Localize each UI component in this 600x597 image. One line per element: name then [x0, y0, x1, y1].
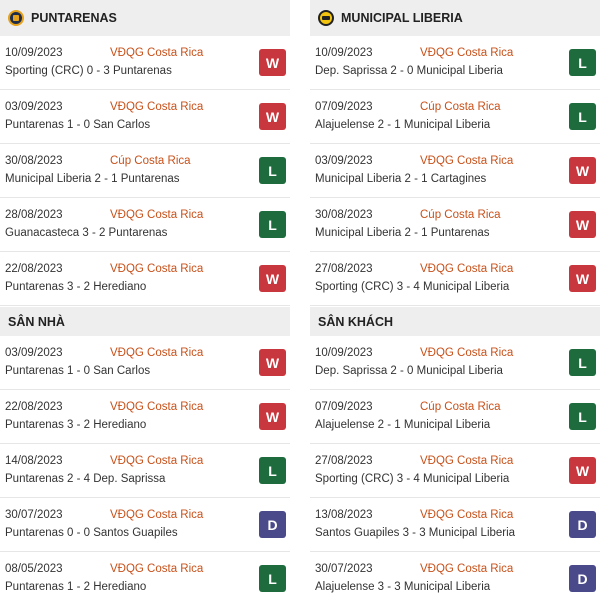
result-badge: W: [259, 265, 286, 292]
league-link[interactable]: VĐQG Costa Rica: [420, 563, 514, 575]
league-link[interactable]: Cúp Costa Rica: [420, 209, 501, 221]
match-score: Municipal Liberia 2 - 1 Puntarenas: [5, 173, 180, 185]
league-link[interactable]: VĐQG Costa Rica: [110, 263, 204, 275]
match-date: 10/09/2023: [5, 47, 63, 59]
match-score: Puntarenas 2 - 4 Dep. Saprissa: [5, 473, 166, 485]
match-score: Sporting (CRC) 3 - 4 Municipal Liberia: [315, 281, 510, 293]
league-link[interactable]: VĐQG Costa Rica: [110, 455, 204, 467]
team-header-municipal-liberia[interactable]: [310, 0, 600, 36]
match-row[interactable]: [310, 336, 600, 390]
result-badge: W: [569, 457, 596, 484]
match-score: Dep. Saprissa 2 - 0 Municipal Liberia: [315, 365, 503, 377]
match-row[interactable]: [310, 552, 600, 597]
match-score: Dep. Saprissa 2 - 0 Municipal Liberia: [315, 65, 503, 77]
match-date: 03/09/2023: [5, 347, 63, 359]
match-score: Guanacasteca 3 - 2 Puntarenas: [5, 227, 168, 239]
match-date: 30/08/2023: [315, 209, 373, 221]
match-row[interactable]: [310, 36, 600, 90]
match-date: 10/09/2023: [315, 47, 373, 59]
team-name: MUNICIPAL LIBERIA: [341, 11, 463, 25]
match-date: 27/08/2023: [315, 263, 373, 275]
league-link[interactable]: VĐQG Costa Rica: [420, 155, 514, 167]
result-badge: L: [259, 457, 286, 484]
match-row[interactable]: [0, 336, 290, 390]
result-badge: W: [569, 265, 596, 292]
match-row[interactable]: [0, 444, 290, 498]
result-badge: L: [259, 565, 286, 592]
match-row[interactable]: [0, 252, 290, 306]
match-date: 07/09/2023: [315, 401, 373, 413]
match-row[interactable]: [310, 252, 600, 306]
league-link[interactable]: VĐQG Costa Rica: [420, 263, 514, 275]
team-name: PUNTARENAS: [31, 11, 117, 25]
match-score: Puntarenas 1 - 0 San Carlos: [5, 119, 151, 131]
league-link[interactable]: VĐQG Costa Rica: [420, 509, 514, 521]
match-score: Municipal Liberia 2 - 1 Puntarenas: [315, 227, 490, 239]
match-score: Sporting (CRC) 0 - 3 Puntarenas: [5, 65, 172, 77]
match-score: Puntarenas 3 - 2 Herediano: [5, 281, 147, 293]
municipal-liberia-crest-icon: [318, 10, 334, 26]
match-date: 03/09/2023: [315, 155, 373, 167]
puntarenas-crest-icon: [8, 10, 24, 26]
municipal-liberia-column: [310, 0, 600, 593]
match-score: Santos Guapiles 3 - 3 Municipal Liberia: [315, 527, 516, 539]
match-score: Sporting (CRC) 3 - 4 Municipal Liberia: [315, 473, 510, 485]
league-link[interactable]: VĐQG Costa Rica: [110, 209, 204, 221]
league-link[interactable]: VĐQG Costa Rica: [110, 509, 204, 521]
result-badge: W: [259, 49, 286, 76]
league-link[interactable]: VĐQG Costa Rica: [110, 101, 204, 113]
result-badge: L: [259, 211, 286, 238]
result-badge: L: [569, 349, 596, 376]
match-score: Alajuelense 2 - 1 Municipal Liberia: [315, 419, 491, 431]
match-date: 30/08/2023: [5, 155, 63, 167]
match-date: 10/09/2023: [315, 347, 373, 359]
result-badge: W: [259, 349, 286, 376]
league-link[interactable]: VĐQG Costa Rica: [110, 563, 204, 575]
match-score: Puntarenas 1 - 0 San Carlos: [5, 365, 151, 377]
league-link[interactable]: VĐQG Costa Rica: [420, 455, 514, 467]
result-badge: D: [569, 511, 596, 538]
match-date: 14/08/2023: [5, 455, 63, 467]
match-score: Puntarenas 0 - 0 Santos Guapiles: [5, 527, 178, 539]
result-badge: D: [569, 565, 596, 592]
match-row[interactable]: [310, 198, 600, 252]
league-link[interactable]: Cúp Costa Rica: [420, 101, 501, 113]
puntarenas-column: [0, 0, 290, 593]
match-row[interactable]: [0, 498, 290, 552]
match-date: 22/08/2023: [5, 401, 63, 413]
league-link[interactable]: VĐQG Costa Rica: [420, 47, 514, 59]
result-badge: W: [259, 103, 286, 130]
team-header-puntarenas[interactable]: [0, 0, 290, 36]
match-date: 30/07/2023: [5, 509, 63, 521]
match-date: 22/08/2023: [5, 263, 63, 275]
match-date: 13/08/2023: [315, 509, 373, 521]
match-row[interactable]: [310, 390, 600, 444]
match-date: 03/09/2023: [5, 101, 63, 113]
match-row[interactable]: [0, 144, 290, 198]
match-row[interactable]: [0, 198, 290, 252]
match-date: 28/08/2023: [5, 209, 63, 221]
league-link[interactable]: Cúp Costa Rica: [420, 401, 501, 413]
league-link[interactable]: VĐQG Costa Rica: [110, 401, 204, 413]
match-score: Puntarenas 3 - 2 Herediano: [5, 419, 147, 431]
match-row[interactable]: [310, 444, 600, 498]
result-badge: W: [569, 157, 596, 184]
section-title-home: SÂN NHÀ: [0, 307, 290, 336]
recent-matches-list: [310, 36, 600, 306]
league-link[interactable]: VĐQG Costa Rica: [110, 47, 204, 59]
away-matches-list: [310, 336, 600, 597]
match-row[interactable]: [0, 90, 290, 144]
match-row[interactable]: [310, 144, 600, 198]
match-row[interactable]: [310, 498, 600, 552]
match-score: Alajuelense 3 - 3 Municipal Liberia: [315, 581, 491, 593]
match-row[interactable]: [310, 90, 600, 144]
match-date: 07/09/2023: [315, 101, 373, 113]
match-score: Municipal Liberia 2 - 1 Cartagines: [315, 173, 487, 185]
result-badge: L: [259, 157, 286, 184]
league-link[interactable]: Cúp Costa Rica: [110, 155, 191, 167]
match-score: Alajuelense 2 - 1 Municipal Liberia: [315, 119, 491, 131]
recent-matches-list: [0, 36, 290, 306]
match-row[interactable]: [0, 36, 290, 90]
match-score: Puntarenas 1 - 2 Herediano: [5, 581, 147, 593]
result-badge: D: [259, 511, 286, 538]
match-row[interactable]: [0, 552, 290, 597]
result-badge: L: [569, 103, 596, 130]
result-badge: W: [569, 211, 596, 238]
result-badge: W: [259, 403, 286, 430]
section-title-away: SÂN KHÁCH: [310, 307, 600, 336]
league-link[interactable]: VĐQG Costa Rica: [420, 347, 514, 359]
home-matches-list: [0, 336, 290, 597]
match-row[interactable]: [0, 390, 290, 444]
match-date: 30/07/2023: [315, 563, 373, 575]
result-badge: L: [569, 49, 596, 76]
league-link[interactable]: VĐQG Costa Rica: [110, 347, 204, 359]
match-date: 27/08/2023: [315, 455, 373, 467]
match-date: 08/05/2023: [5, 563, 63, 575]
result-badge: L: [569, 403, 596, 430]
